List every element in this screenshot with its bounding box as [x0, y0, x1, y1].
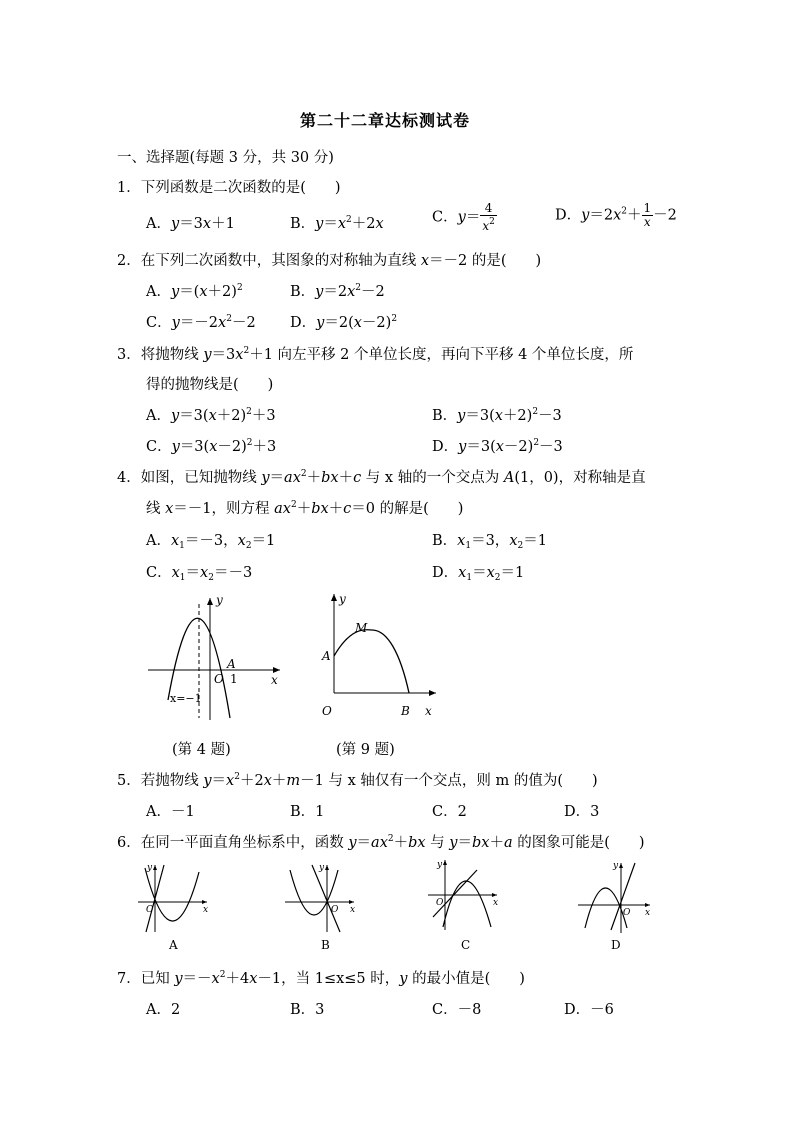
question-2-option-c[interactable]: C．$y=-2x^2-2$ [146, 314, 256, 331]
q6-graph-c[interactable] [425, 855, 505, 935]
question-4-stem-line1: 4．如图，已知抛物线 $y=ax^2+bx+c$ 与 x 轴的一个交点为 A(1，0)，对称轴是直 [117, 469, 646, 486]
question-4-stem-line2: 线 x＝－1，则方程 $ax^2+bx+c=0$ 的解是( ) [146, 500, 464, 517]
question-5-option-c[interactable]: C．2 [432, 804, 467, 820]
axis-label-x: x [203, 905, 209, 915]
stem-text: 的解是( ) [375, 501, 464, 517]
q6-label-d: D [611, 938, 621, 952]
question-1-option-b[interactable]: B．$y=x^2+2x$ [290, 215, 384, 232]
origin-label: O [331, 905, 339, 915]
question-3-stem-line1: 3．将抛物线 $y=3x^2+1$ 向左平移 2 个单位长度，再向下平移 4 个单位长度，所 [117, 346, 634, 363]
question-7-option-d[interactable]: D．－6 [564, 1002, 614, 1018]
question-5-option-b[interactable]: B．1 [290, 804, 325, 820]
stem-text: 向左平移 2 个单位长度，再向下平移 4 个单位长度，所 [272, 347, 634, 363]
stem-text: 与 x 轴仅有一个交点，则 m 的值为( ) [323, 773, 598, 789]
question-3-option-b[interactable]: B．$y=3(x+2)^2-3$ [432, 407, 562, 424]
question-1-option-a[interactable]: A．y＝3x＋1 [146, 216, 235, 232]
stem-text: 线 [146, 501, 166, 517]
origin-label: O [214, 672, 224, 686]
axis-label-y: y [437, 860, 443, 870]
question-7-option-a[interactable]: A．2 [146, 1002, 181, 1018]
stem-text: 的图象可能是( ) [512, 835, 645, 851]
figure-4-caption: (第 4 题) [172, 742, 231, 758]
question-2-stem: 2．在下列二次函数中，其图象的对称轴为直线 x＝－2 的是( ) [117, 253, 542, 269]
stem-text: 3．将抛物线 [117, 347, 204, 363]
origin-label: O [436, 898, 444, 908]
stem-text: 4．如图，已知抛物线 [117, 470, 262, 486]
axis-label-x: x [271, 673, 278, 687]
origin-label: O [322, 704, 332, 718]
question-1-option-d[interactable]: D．$y=2x^2+$ $\frac{1}{x}$ －2 [555, 201, 677, 229]
question-3-option-a[interactable]: A．$y=3(x+2)^2+3$ [146, 407, 276, 424]
axis-label-x: x [645, 908, 651, 918]
option-label: A． [146, 216, 171, 232]
tick-label: 1 [230, 672, 238, 686]
axis-label-y: y [613, 861, 619, 871]
q6-graph-a[interactable] [135, 860, 215, 935]
point-m-label: M [355, 621, 368, 635]
question-5-stem: 5．若抛物线 $y=x^2+2x+m-1$ 与 x 轴仅有一个交点，则 m 的值为( ) [117, 772, 598, 789]
symmetry-axis-label: x=−1 [170, 692, 202, 705]
page-title: 第二十二章达标测试卷 [300, 111, 471, 130]
axis-label-x: x [493, 898, 499, 908]
figure-9-caption: (第 9 题) [336, 742, 395, 758]
question-4-option-a[interactable]: A．$x_1=-3$，$x_2=1$ [146, 533, 276, 551]
stem-text: 与 x 轴的一个交点为 [361, 470, 504, 486]
point-a-label: A [227, 657, 236, 671]
option-label: C． [432, 209, 458, 226]
stem-text: 的最小值是( ) [407, 971, 525, 987]
axis-label-x: x [350, 905, 356, 915]
axis-label-y: y [147, 863, 153, 873]
origin-label: O [623, 908, 631, 918]
axis-label-x: x [425, 704, 432, 718]
q6-label-b: B [321, 938, 330, 952]
stem-text: ，对称轴是直 [558, 470, 646, 486]
option-label: D． [555, 207, 582, 224]
question-7-option-b[interactable]: B．3 [290, 1002, 325, 1018]
question-1-option-c[interactable]: C．y＝ $\frac{4}{x^2}$ [432, 201, 495, 233]
question-3-option-d[interactable]: D．$y=3(x-2)^2-3$ [432, 438, 563, 455]
question-3-option-c[interactable]: C．$y=3(x-2)^2+3$ [146, 438, 277, 455]
question-5-option-d[interactable]: D．3 [564, 804, 600, 820]
stem-text: 2．在下列二次函数中，其图象的对称轴为直线 [117, 253, 421, 269]
question-1-stem: 1．下列函数是二次函数的是( ) [117, 180, 341, 196]
axis-label-y: y [216, 593, 223, 607]
question-2-option-d[interactable]: D．$y=2(x-2)^2$ [290, 314, 398, 331]
q6-graph-b[interactable] [282, 860, 362, 935]
question-4-option-d[interactable]: D．$x_1=x_2=1$ [432, 565, 525, 583]
stem-text: ，当 1≤x≤5 时， [281, 971, 400, 987]
question-4-option-b[interactable]: B．$x_1=3$，$x_2=1$ [432, 533, 547, 551]
section-heading: 一、选择题(每题 3 分，共 30 分) [117, 150, 334, 166]
origin-label: O [146, 905, 154, 915]
question-6-stem: 6．在同一平面直角坐标系中，函数 $y=ax^2+bx$ 与 y＝bx＋a 的图象可能是( ) [117, 834, 645, 851]
question-4-option-c[interactable]: C．$x_1=x_2=-3$ [146, 565, 253, 583]
q6-graph-d[interactable] [575, 858, 655, 935]
point-a-label: A [322, 649, 331, 663]
q6-label-a: A [169, 938, 178, 952]
stem-text: 5．若抛物线 [117, 773, 204, 789]
option-label: B． [290, 216, 316, 232]
q6-label-c: C [461, 938, 471, 952]
stem-text: ，则方程 [211, 501, 275, 517]
stem-text: 与 [425, 835, 450, 851]
figure-4 [140, 590, 290, 725]
stem-text: 的是( ) [467, 253, 542, 269]
question-3-stem-line2: 得的抛物线是( ) [146, 377, 274, 393]
axis-label-y: y [339, 592, 346, 606]
question-2-option-a[interactable]: A．$y=(x+2)^2$ [146, 283, 243, 300]
question-5-option-a[interactable]: A．－1 [146, 804, 195, 820]
stem-text: 7．已知 [117, 971, 175, 987]
figure-9 [312, 590, 442, 725]
question-7-option-c[interactable]: C．－8 [432, 1002, 482, 1018]
question-7-stem: 7．已知 $y=-x^2+4x-1$，当 1≤x≤5 时，y 的最小值是( ) [117, 970, 525, 987]
point-b-label: B [401, 704, 410, 718]
stem-text: 6．在同一平面直角坐标系中，函数 [117, 835, 349, 851]
parabola [334, 630, 409, 693]
question-2-option-b[interactable]: B．$y=2x^2-2$ [290, 283, 385, 300]
axis-label-y: y [319, 863, 325, 873]
